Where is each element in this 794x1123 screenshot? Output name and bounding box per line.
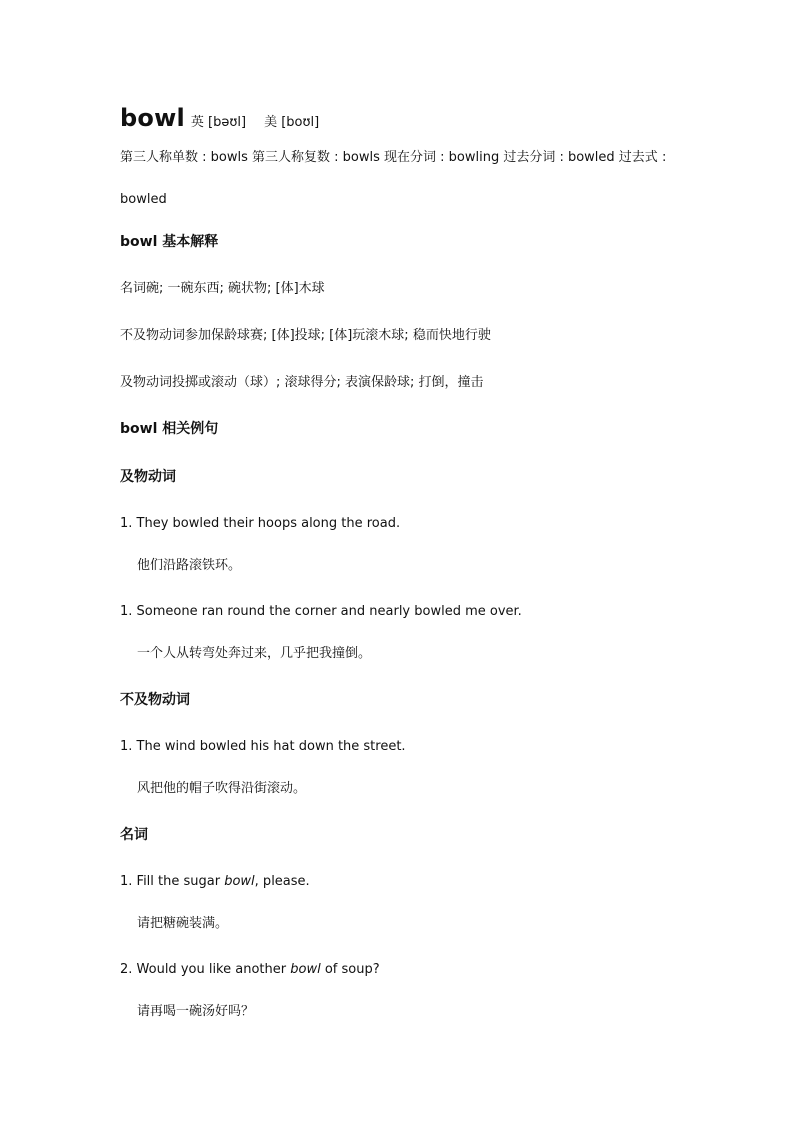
example-sentence-zh: 请把糖碗装满。 [137,916,229,931]
example-sentence-zh: 他们沿路滚铁环。 [137,558,242,573]
word-forms-line-1: 第三人称单数 : bowls 第三人称复数 : bowls 现在分词 : bowling 过去分词 : bowled 过去式 : [120,150,667,165]
example-text: of soup? [320,962,380,977]
headword-line [120,104,319,137]
example-sentence-zh: 请再喝一碗汤好吗？ [137,1004,255,1019]
definition-transitive: 及物动词投掷或滚动（球）; 滚球得分; 表演保龄球; 打倒，撞击 [120,375,484,390]
example-text: 2. Would you like another [120,962,291,977]
uk-pronunciation [191,115,246,130]
intransitive-section-heading: 不及物动词 [120,692,190,708]
us-label: 美 [264,115,278,130]
us-pronunciation [264,115,319,130]
example-keyword: bowl [224,874,255,889]
definition-noun: 名词碗; 一碗东西; 碗状物; [体]木球 [120,281,325,296]
definition-intransitive: 不及物动词参加保龄球赛; [体]投球; [体]玩滚木球; 稳而快地行驶 [120,328,491,343]
transitive-section-heading: 及物动词 [120,469,176,485]
word-forms-line-2: bowled [120,192,167,207]
headword: bowl [120,104,185,132]
example-sentence-en [120,962,380,978]
example-sentence-en: 1. Someone ran round the corner and nearly bowled me over. [120,604,522,619]
example-sentence-en: 1. They bowled their hoops along the road. [120,516,401,531]
example-text: 1. Fill the sugar [120,874,225,889]
examples-heading: bowl 相关例句 [120,421,219,437]
uk-phonetic: [bəʊl] [208,115,247,130]
example-sentence-en [120,874,310,890]
example-keyword: bowl [290,962,321,977]
example-sentence-zh: 一个人从转弯处奔过来，几乎把我撞倒。 [137,646,372,661]
uk-label: 英 [190,115,204,130]
example-sentence-zh: 风把他的帽子吹得沿街滚动。 [137,781,307,796]
example-sentence-en: 1. The wind bowled his hat down the street. [120,739,406,754]
noun-section-heading: 名词 [120,827,148,843]
example-text: , please. [254,874,310,889]
us-phonetic: [boʊl] [281,115,320,130]
basic-definition-heading: bowl 基本解释 [120,234,219,250]
